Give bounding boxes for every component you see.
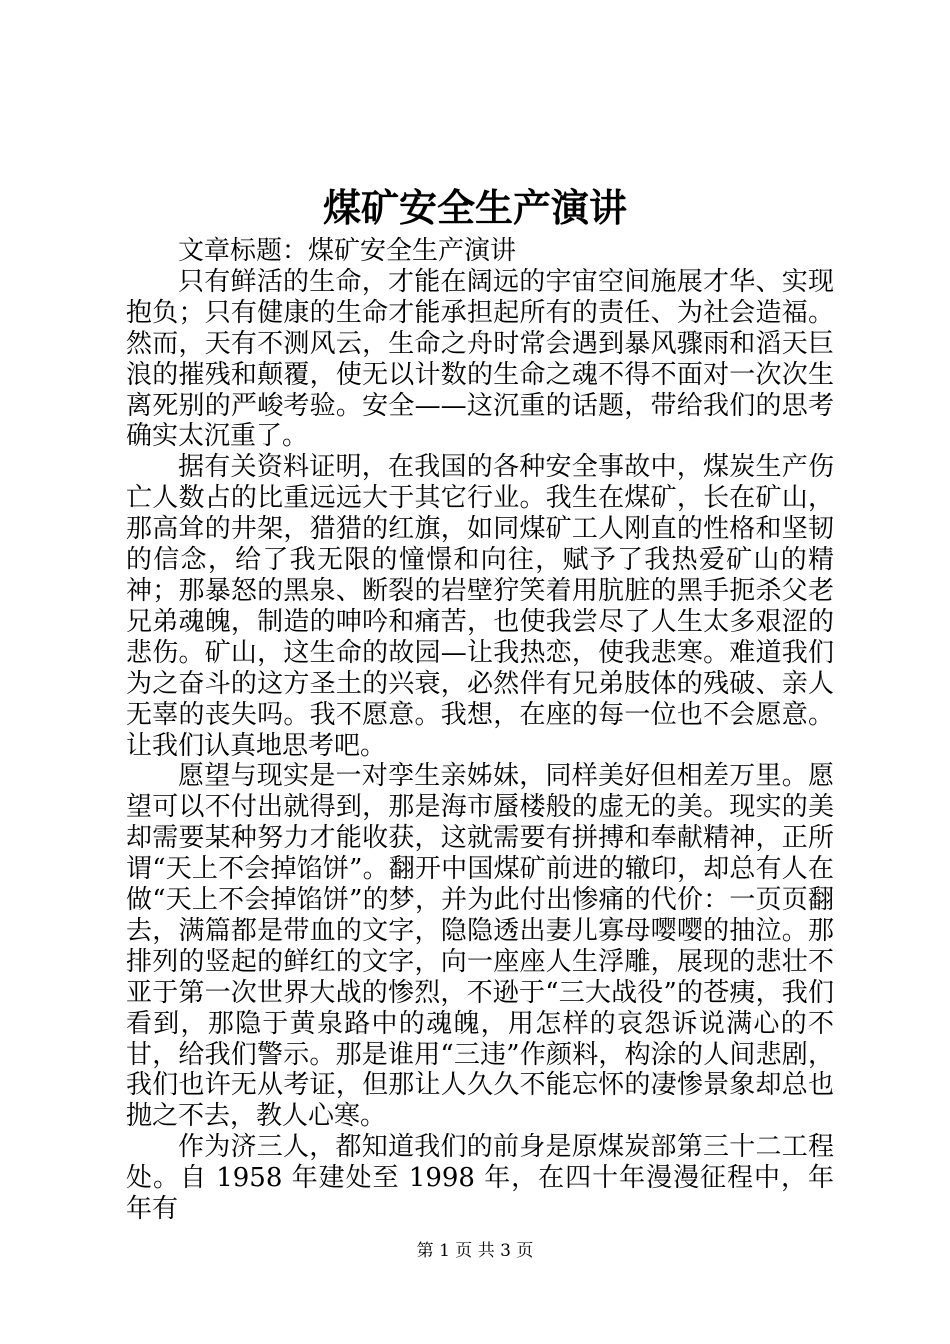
paragraph: 愿望与现实是一对孪生亲姊妹，同样美好但相差万里。愿望可以不付出就得到，那是海市蜃楼般的虚无的美。现实的美却需要某种努力才能收获，这就需要有拼搏和奉献精神，正所谓“天上不会掉馅饼”。翻开中国煤矿前进的辙印，却总有人在做“天上不会掉馅饼”的梦，并为此付出惨痛的代价：一页页翻去，满篇都是带血的文字，隐隐透出妻儿寡母嘤嘤的抽泣。那排列的竖起的鲜红的文字，向一座座人生浮雕，展现的悲壮不亚于第一次世界大战的惨烈，不逊于“三大战役”的苍痍，我们看到，那隐于黄泉路中的魂魄，用怎样的哀怨诉说满心的不甘，给我们警示。那是谁用“三违”作颜料，构涂的人间悲剧，我们也许无从考证，但那让人久久不能忘怀的凄惨景象却总也抛之不去，教人心寒。 <box>126 761 834 1132</box>
paragraph: 作为济三人，都知道我们的前身是原煤炭部第三十二工程处。自 1958 年建处至 1998 年，在四十年漫漫征程中，年年有 <box>126 1132 834 1225</box>
paragraph: 只有鲜活的生命，才能在阔远的宇宙空间施展才华、实现抱负；只有健康的生命才能承担起所有的责任、为社会造福。然而，天有不测风云，生命之舟时常会遇到暴风骤雨和滔天巨浪的摧残和颠覆，使无以计数的生命之魂不得不面对一次次生离死别的严峻考验。安全——这沉重的话题，带给我们的思考确实太沉重了。 <box>126 266 834 452</box>
page-number-footer: 第 1 页 共 3 页 <box>416 1241 534 1261</box>
document-body <box>126 236 834 1225</box>
paragraph: 据有关资料证明，在我国的各种安全事故中，煤炭生产伤亡人数占的比重远远大于其它行业。我生在煤矿，长在矿山，那高耸的井架，猎猎的红旗，如同煤矿工人刚直的性格和坚韧的信念，给了我无限的憧憬和向往，赋予了我热爱矿山的精神；那暴怒的黑泉、断裂的岩壁狞笑着用肮脏的黑手扼杀父老兄弟魂魄，制造的呻吟和痛苦，也使我尝尽了人生太多艰涩的悲伤。矿山，这生命的故园—让我热恋，使我悲寒。难道我们为之奋斗的这方圣土的兴衰，必然伴有兄弟肢体的残破、亲人无辜的丧失吗。我不愿意。我想，在座的每一位也不会愿意。让我们认真地思考吧。 <box>126 452 834 761</box>
document-title: 煤矿安全生产演讲 <box>322 185 627 230</box>
article-title-line: 文章标题：煤矿安全生产演讲 <box>178 236 517 266</box>
